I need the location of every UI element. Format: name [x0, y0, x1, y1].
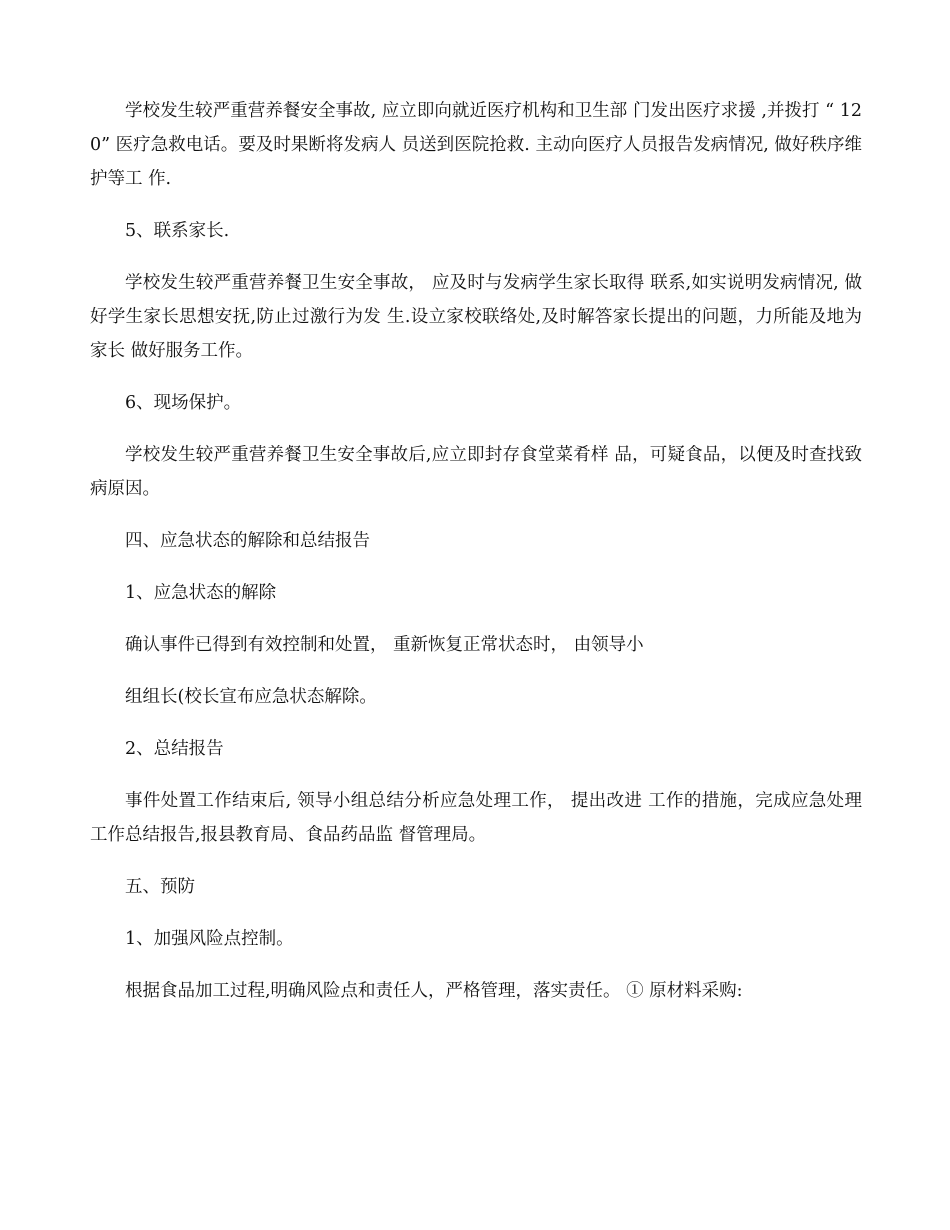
section-heading-prevention: 五、预防 [125, 877, 195, 897]
heading-contact-parents: 5、联系家长. [125, 221, 230, 241]
heading-summary-report: 2、总结报告 [125, 739, 224, 759]
paragraph-risk-points: 根据食品加工过程,明确风险点和责任人，严格管理，落实责任。 ① 原材料采购: [125, 981, 743, 1001]
section-heading-emergency-end: 四、应急状态的解除和总结报告 [125, 531, 370, 551]
paragraph-contact-parents: 学校发生较严重营养餐卫生安全事故， 应及时与发病学生家长取得 联系,如实说明发病情况, 做好学生家长思想安抚,防止过激行为发 生.设立家校联络处,及时解答家长提出的问题，力所能及地为家长 做好服务工作。 [90, 273, 862, 361]
paragraph-summary-report: 事件处置工作结束后, 领导小组总结分析应急处理工作， 提出改进 工作的措施，完成应急处理工作总结报告,报县教育局、食品药品监 督管理局。 [90, 791, 862, 845]
paragraph-medical-rescue: 学校发生较严重营养餐安全事故, 应立即向就近医疗机构和卫生部 门发出医疗求援 ,并拨打 “ 120” 医疗急救电话。要及时果断将发病人 员送到医院抢救. 主动向医疗人员报告发病情况, 做好秩序维护等工 作. [90, 101, 862, 189]
heading-scene-protection: 6、现场保护。 [125, 393, 242, 413]
paragraph-confirm-control: 确认事件已得到有效控制和处置， 重新恢复正常状态时， 由领导小 [125, 635, 644, 655]
document-body [90, 94, 862, 1026]
heading-emergency-release: 1、应急状态的解除 [125, 583, 277, 603]
paragraph-leader-announce: 组组长(校长宣布应急状态解除。 [125, 687, 377, 707]
heading-risk-control: 1、加强风险点控制。 [125, 929, 294, 949]
paragraph-scene-protection: 学校发生较严重营养餐卫生安全事故后,应立即封存食堂菜肴样 品，可疑食品，以便及时查找致病原因。 [90, 445, 862, 499]
